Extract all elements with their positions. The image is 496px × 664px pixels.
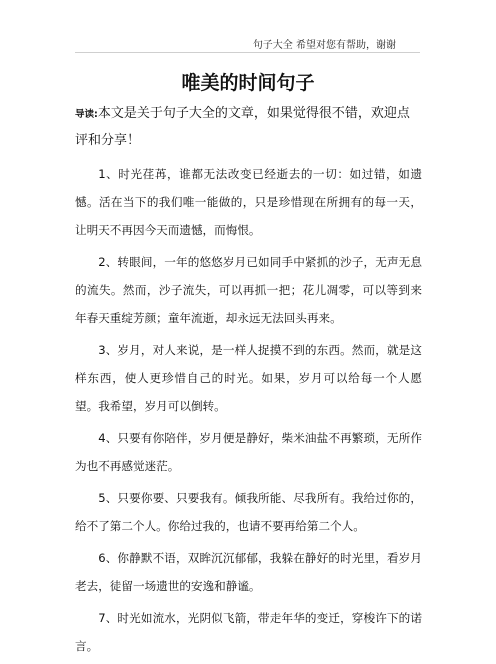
paragraph-3: 3、岁月，对人来说，是一样人捉摸不到的东西。然而，就是这样东西，使人更珍惜自己的时光。如果，岁月可以给每一个人愿望。我希望，岁月可以倒转。 bbox=[75, 343, 422, 413]
article-intro bbox=[75, 101, 422, 154]
header-divider bbox=[75, 52, 420, 53]
paragraph-4: 4、只要有你陪伴，岁月便是静好，柴米油盐不再繁琐，无所作为也不再感觉迷茫。 bbox=[75, 431, 422, 473]
paragraph-2: 2、转眼间，一年的悠悠岁月已如同手中紧抓的沙子，无声无息的流失。然而，沙子流失，可以再抓一把；花儿凋零，可以等到来年春天重绽芳颜；童年流逝，却永远无法回头再来。 bbox=[75, 255, 422, 325]
paragraph-5: 5、只要你要、只要我有。倾我所能、尽我所有。我给过你的，给不了第二个人。你给过我的，也请不要再给第二个人。 bbox=[75, 491, 422, 533]
paragraph-7: 7、时光如流水，光阴似飞箭，带走年华的变迁，穿梭许下的诺言。 bbox=[75, 611, 422, 653]
article-title: 唯美的时间句子 bbox=[181, 72, 315, 94]
article-body bbox=[75, 101, 422, 664]
paragraph-6: 6、你静默不语，双眸沉沉郁郁，我躲在静好的时光里，看岁月老去，徒留一场遗世的安逸和静谧。 bbox=[75, 551, 422, 593]
paragraph-1: 1、时光荏苒，谁都无法改变已经逝去的一切：如过错，如遗憾。活在当下的我们唯一能做的，只是珍惜现在所拥有的每一天，让明天不再因今天而遗憾，而悔恨。 bbox=[75, 167, 422, 237]
header-note: 句子大全 希望对您有帮助，谢谢 bbox=[252, 40, 396, 51]
intro-label: 导读: bbox=[75, 109, 98, 120]
intro-text: 本文是关于句子大全的文章，如果觉得很不错，欢迎点评和分享！ bbox=[75, 106, 410, 148]
